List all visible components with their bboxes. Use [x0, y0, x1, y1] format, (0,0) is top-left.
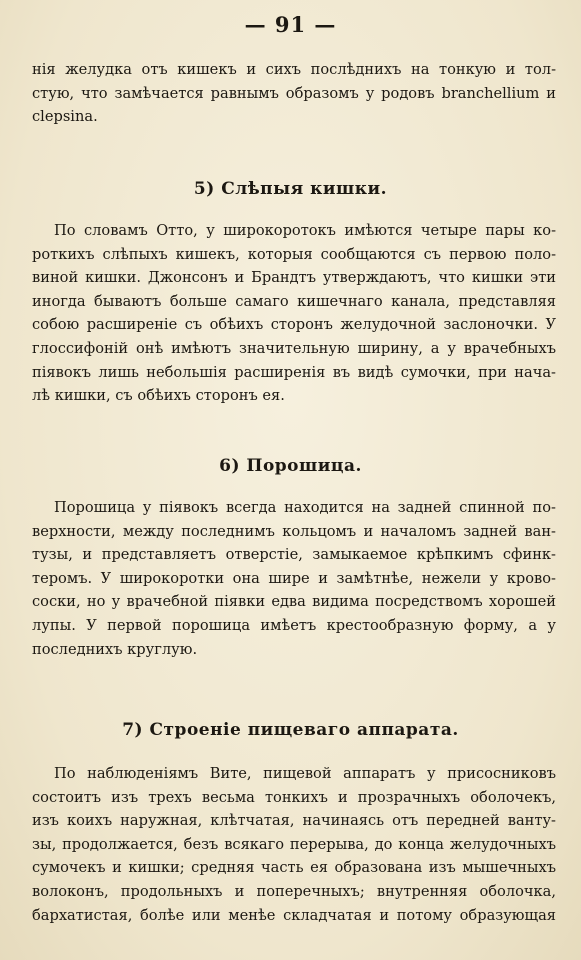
text-line: последнихъ круглую.: [32, 640, 198, 658]
text-line: теромъ. У широкоротки она шире и замѣтнѣе, нежели у крово-: [32, 569, 556, 587]
text-line: По наблюденіямъ Вите, пищевой аппаратъ у присосниковъ: [54, 765, 556, 782]
text-line: тузы, и представляетъ отверстіе, замыкаемое крѣпкимъ сфинк-: [32, 546, 556, 564]
text-line: сумочекъ и кишки; средняя часть ея образована изъ мышечныхъ: [32, 859, 556, 877]
text-line: иногда бываютъ больше самаго кишечнаго канала, представляя: [32, 292, 556, 310]
text-line: Порошица у піявокъ всегда находится на задней спинной по-: [54, 499, 556, 516]
section-7-paragraph: [32, 762, 556, 927]
text-line: По словамъ Отто, у широкоротокъ имѣются четыре пары ко-: [54, 222, 556, 239]
section-5-paragraph: [32, 219, 556, 408]
text-line: піявокъ лишь небольшія расширенія въ видѣ сумочки, при нача-: [32, 363, 556, 381]
text-line: собою расширеніе съ обѣихъ сторонъ желудочной заслоночки. У: [32, 316, 556, 334]
text-line: стую, что замѣчается равнымъ образомъ у родовъ branchellium и: [32, 84, 556, 102]
text-line: бархатистая, болѣе или менѣе складчатая и потому образующая: [32, 906, 556, 924]
text-line: лупы. У первой порошица имѣетъ крестообразную форму, а у: [32, 616, 556, 634]
text-line: clepsina.: [32, 108, 98, 126]
text-line: лѣ кишки, съ обѣихъ сторонъ ея.: [32, 387, 285, 405]
text-line: верхности, между последнимъ кольцомъ и началомъ задней ван-: [32, 522, 556, 540]
section-heading-anus: 6) Порошица.: [219, 456, 362, 476]
text-line: соски, но у врачебной піявки едва видима посредствомъ хорошей: [32, 593, 556, 611]
text-line: изъ коихъ наружная, клѣтчатая, начинаясь отъ передней ванту-: [32, 812, 556, 830]
text-line: зы, продолжается, безъ всякаго перерыва, до конца желудочныхъ: [32, 835, 556, 853]
section-heading-digestive-apparatus: 7) Строеніе пищеваго аппарата.: [122, 720, 459, 740]
text-line: волоконъ, продольныхъ и поперечныхъ; внутренняя оболочка,: [32, 882, 556, 900]
text-line: состоитъ изъ трехъ весьма тонкихъ и прозрачныхъ оболочекъ,: [32, 788, 556, 806]
text-line: глоссифоній онѣ имѣютъ значительную ширину, а у врачебныхъ: [32, 339, 556, 357]
section-6-paragraph: [32, 496, 556, 661]
intro-paragraph: [32, 58, 556, 129]
page-number: — 91 —: [244, 12, 337, 37]
text-line: роткихъ слѣпыхъ кишекъ, которыя сообщаются съ первою поло-: [32, 245, 556, 263]
text-line: виной кишки. Джонсонъ и Брандтъ утверждаютъ, что кишки эти: [32, 269, 556, 287]
section-heading-blind-intestines: 5) Слѣпыя кишки.: [193, 179, 388, 199]
text-line: нія желудка отъ кишекъ и сихъ послѣднихъ на тонкую и тол-: [32, 61, 556, 78]
